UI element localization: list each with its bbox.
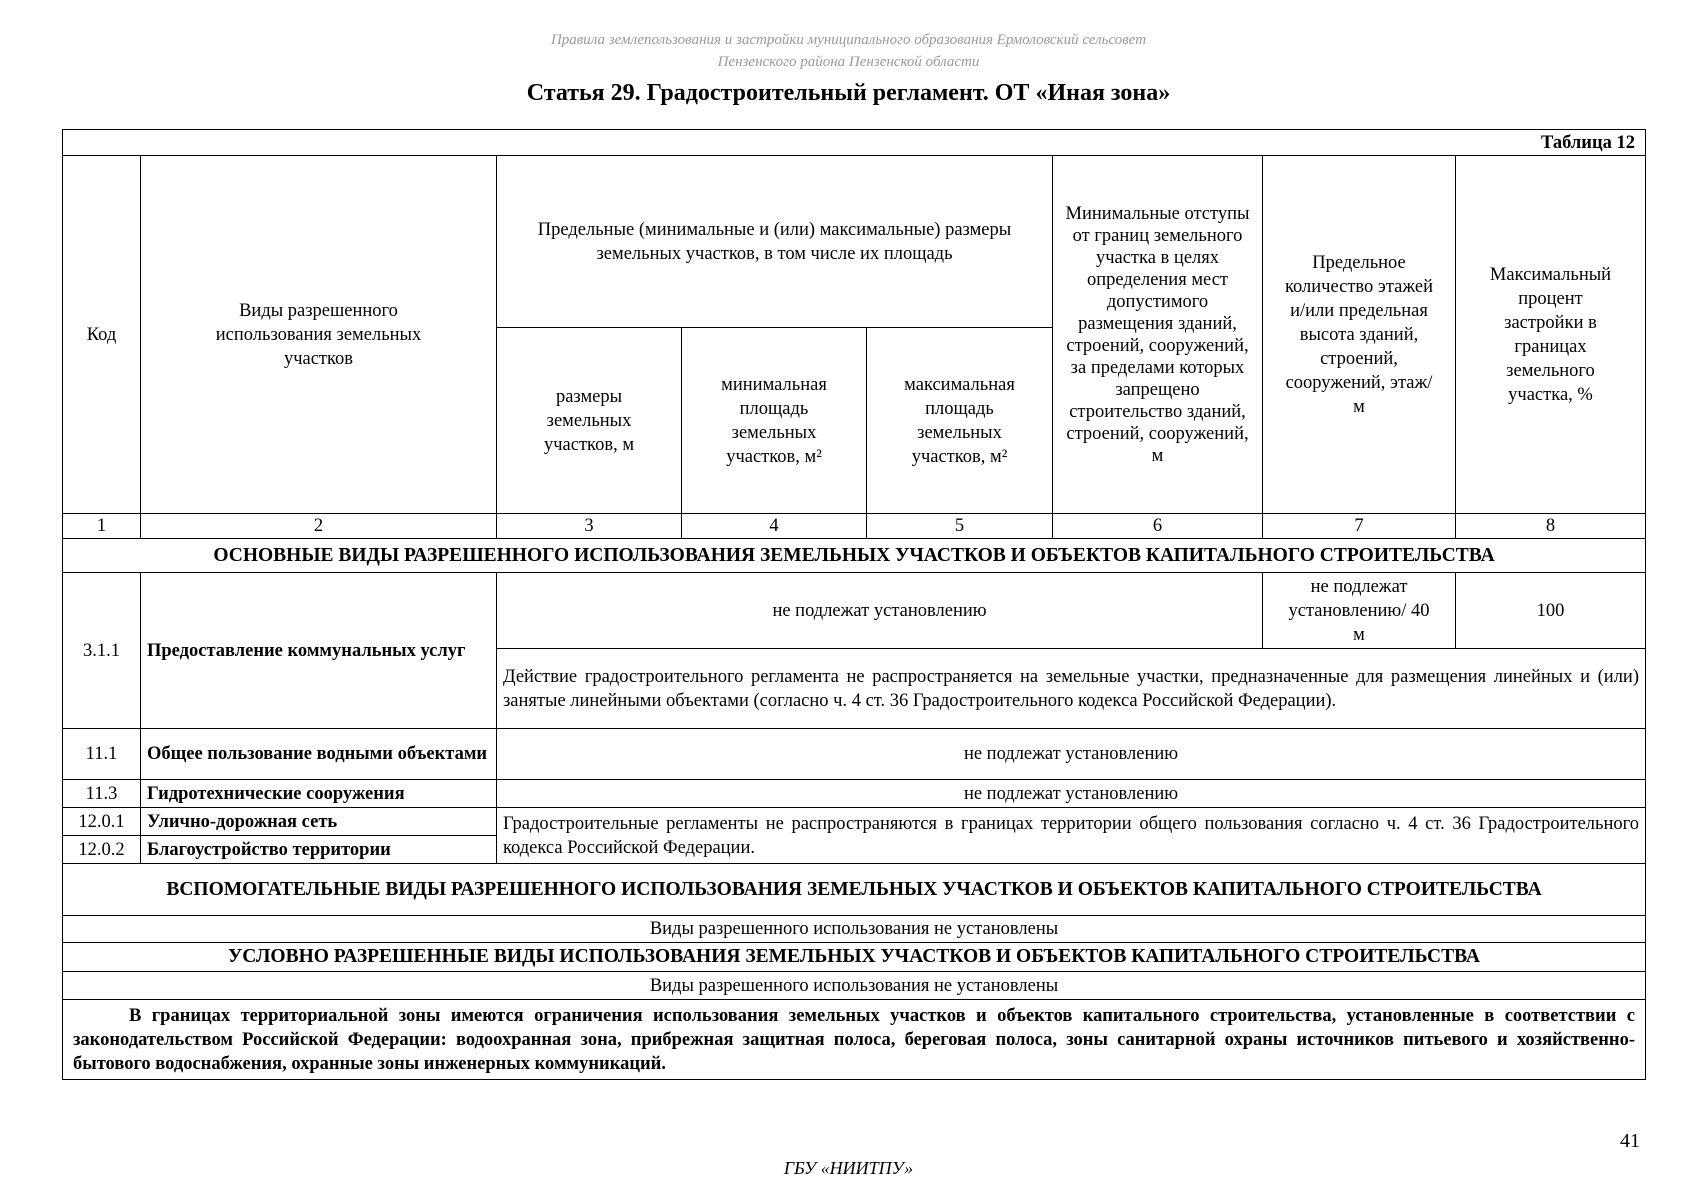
- col-header-setbacks: Минимальные отступы от границ земельного участка в целях определения мест допустимого размещения зданий, строений, сооружений, за пределами которых запрещено строительство зданий, строений, сооружений, м: [1053, 156, 1263, 514]
- col-header-sizes: размеры земельных участков, м: [497, 328, 682, 514]
- row-value: не подлежат установлению: [497, 780, 1646, 808]
- running-header-line-1: Правила землепользования и застройки муниципального образования Ермоловский сельсовет: [550, 32, 1147, 48]
- row-value: не подлежат установлению: [497, 729, 1646, 780]
- row-use-name: Улично-дорожная сеть: [141, 808, 497, 836]
- row-use-name: Предоставление коммунальных услуг: [141, 573, 497, 729]
- row-code: 12.0.1: [63, 808, 141, 836]
- column-number: 5: [867, 514, 1053, 539]
- row-shared-note: Градостроительные регламенты не распространяются в границах территории общего пользования согласно ч. 4 ст. 36 Градостроительного кодекса Российской Федерации.: [497, 808, 1646, 864]
- section-conditional-value: Виды разрешенного использования не установлены: [63, 972, 1646, 1000]
- page-number: 41: [1620, 1130, 1640, 1152]
- row-use-name: Общее пользование водными объектами: [141, 729, 497, 780]
- section-main-heading: ОСНОВНЫЕ ВИДЫ РАЗРЕШЕННОГО ИСПОЛЬЗОВАНИЯ ЗЕМЕЛЬНЫХ УЧАСТКОВ И ОБЪЕКТОВ КАПИТАЛЬНОГО СТРОИТЕЛЬСТВА: [63, 539, 1646, 573]
- col-header-limits-group: Предельные (минимальные и (или) максимальные) размеры земельных участков, в том числе их площадь: [497, 156, 1053, 328]
- column-number: 3: [497, 514, 682, 539]
- table-row: [63, 808, 1646, 836]
- column-number: 1: [63, 514, 141, 539]
- table-row: [63, 729, 1646, 780]
- column-number: 8: [1456, 514, 1646, 539]
- col-header-coverage: Максимальный процент застройки в границах земельного участка, %: [1456, 156, 1646, 514]
- row-code: 11.1: [63, 729, 141, 780]
- col-header-min-area: минимальная площадь земельных участков, м²: [682, 328, 867, 514]
- row-code: 12.0.2: [63, 836, 141, 864]
- row-limits-value: не подлежат установлению: [497, 573, 1263, 649]
- column-number: 6: [1053, 514, 1263, 539]
- col-header-code: Код: [63, 156, 141, 514]
- row-use-name: Гидротехнические сооружения: [141, 780, 497, 808]
- running-header-line-2: Пензенского района Пензенской области: [717, 54, 980, 70]
- section-conditional-heading: УСЛОВНО РАЗРЕШЕННЫЕ ВИДЫ ИСПОЛЬЗОВАНИЯ ЗЕМЕЛЬНЫХ УЧАСТКОВ И ОБЪЕКТОВ КАПИТАЛЬНОГО СТРОИТЕЛЬСТВА: [63, 943, 1646, 972]
- regulation-table: [62, 129, 1646, 1080]
- row-code: 11.3: [63, 780, 141, 808]
- row-use-name: Благоустройство территории: [141, 836, 497, 864]
- column-number: 7: [1263, 514, 1456, 539]
- row-coverage-value: 100: [1456, 573, 1646, 649]
- footer-org: ГБУ «НИИТПУ»: [783, 1158, 914, 1178]
- col-header-floors: Предельное количество этажей и/или предельная высота зданий, строений, сооружений, этаж/м: [1263, 156, 1456, 514]
- column-number-row: [63, 514, 1646, 539]
- col-header-max-area: максимальная площадь земельных участков, м²: [867, 328, 1053, 514]
- column-number: 2: [141, 514, 497, 539]
- row-note: Действие градостроительного регламента не распространяется на земельные участки, предназначенные для размещения линейных и (или) занятые линейными объектами (согласно ч. 4 ст. 36 Градостроительного кодекса Российской Федерации).: [497, 649, 1646, 729]
- section-auxiliary-value: Виды разрешенного использования не установлены: [63, 916, 1646, 943]
- table-caption: Таблица 12: [63, 130, 1646, 156]
- row-floors-value: не подлежат установлению/ 40 м: [1263, 573, 1456, 649]
- table-row: [63, 780, 1646, 808]
- article-title: Статья 29. Градостроительный регламент. ОТ «Иная зона»: [526, 80, 1171, 106]
- section-auxiliary-heading: ВСПОМОГАТЕЛЬНЫЕ ВИДЫ РАЗРЕШЕННОГО ИСПОЛЬЗОВАНИЯ ЗЕМЕЛЬНЫХ УЧАСТКОВ И ОБЪЕКТОВ КАПИТАЛЬНОГО СТРОИТЕЛЬСТВА: [63, 864, 1646, 916]
- col-header-use-type: Виды разрешенного использования земельных участков: [141, 156, 497, 514]
- column-number: 4: [682, 514, 867, 539]
- zone-restrictions-note: В границах территориальной зоны имеются ограничения использования земельных участков и объектов капитального строительства, установленные в соответствии с законодательством Российской Федерации: водоохранная зона, прибрежная защитная полоса, береговая полоса, зоны санитарной охраны источников питьевого и хозяйственно-бытового водоснабжения, охранные зоны инженерных коммуникаций.: [63, 1000, 1646, 1080]
- row-code: 3.1.1: [63, 573, 141, 729]
- table-row: [63, 573, 1646, 649]
